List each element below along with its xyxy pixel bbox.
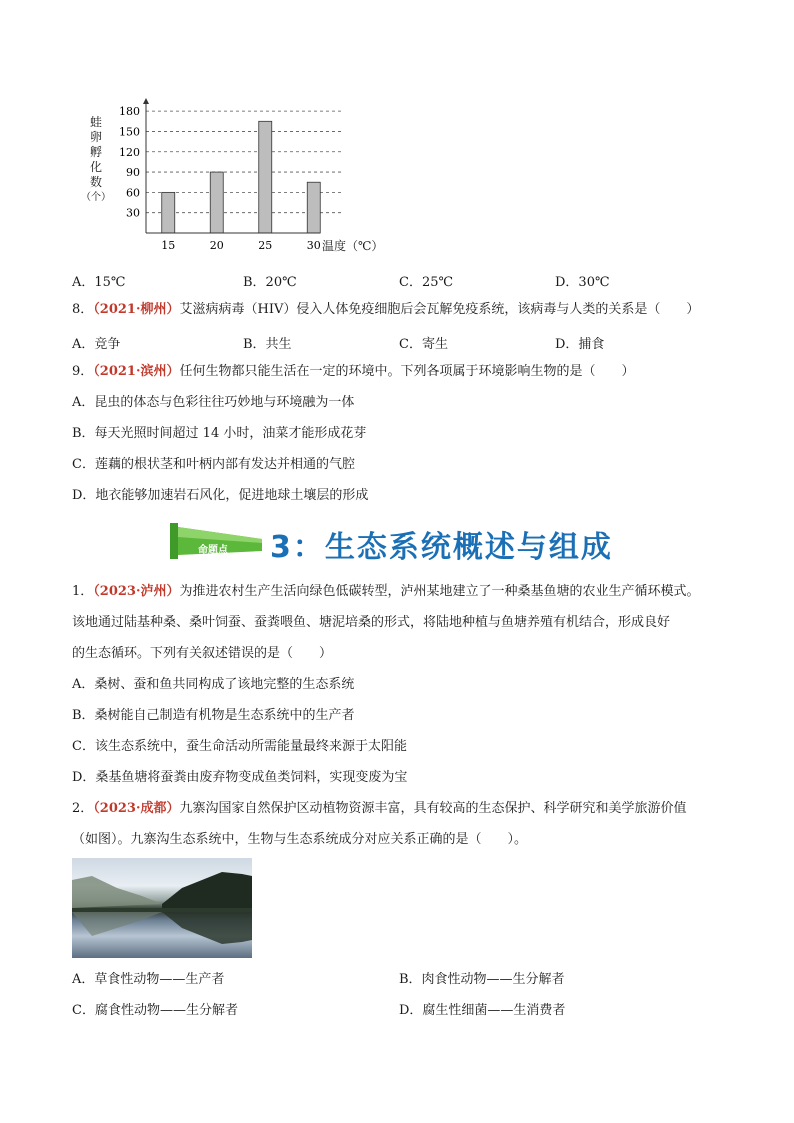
option-c: C．腐食性动物——生分解者 [72,1003,238,1018]
question-8 [72,302,699,318]
question-text: 任何生物都只能生活在一定的环境中。下列各项属于环境影响生物的是（ ） [179,364,635,379]
option-c: C．25℃ [399,275,454,290]
option-d: D．桑基鱼塘将蚕粪由废弃物变成鱼类饲料，实现变废为宝 [72,770,408,785]
question-source-tag: （2023·成都） [93,801,180,816]
lake-photo [72,858,252,958]
question-text: 为推进农村生产生活向绿色低碳转型，泸州某地建立了一种桑基鱼塘的农业生产循环模式。 [179,584,700,599]
option-a: A．昆虫的体态与色彩往往巧妙地与环境融为一体 [72,395,355,410]
y-tick-label: 180 [119,105,140,119]
y-axis-label-char: （个） [81,192,111,203]
bar-chart [70,95,410,260]
section-title: 3：生态系统概述与组成 [270,530,613,565]
option-b: B．共生 [243,337,292,352]
question-1-line-3: 的生态循环。下列有关叙述错误的是（ ） [72,646,333,661]
question-text: 九寨沟国家自然保护区动植物资源丰富，具有较高的生态保护、科学研究和美学旅游价值 [179,801,687,816]
option-c: C．寄生 [399,337,448,352]
y-tick-label: 150 [119,125,140,139]
y-tick-label: 60 [126,186,140,200]
option-a: A．草食性动物——生产者 [72,972,225,987]
y-axis-label-char: 蛙 [89,115,102,129]
question-number: 9． [72,364,94,379]
y-tick-label: 30 [126,206,140,220]
question-source-tag: （2021·柳州） [93,302,180,317]
question-1-line-2: 该地通过陆基种桑、桑叶饲蚕、蚕粪喂鱼、塘泥培桑的形式，将陆地种植与鱼塘养殖有机结合，形成良好 [72,615,671,630]
bar-20 [210,172,223,233]
option-d: D．地衣能够加速岩石风化，促进地球土壤层的形成 [72,488,369,503]
section-flag-icon [170,523,266,559]
question-text: 艾滋病病毒（HIV）侵入人体免疫细胞后会瓦解免疫系统，该病毒与人类的关系是（ ） [179,302,700,317]
x-tick-label: 20 [209,239,224,252]
option-b: B．肉食性动物——生分解者 [399,972,565,987]
option-b: B．每天光照时间超过 14 小时，油菜才能形成花芽 [72,426,367,441]
y-axis-label-char: 数 [89,175,102,189]
y-axis-label-char: 化 [89,160,102,174]
option-b: B．20℃ [243,275,297,290]
question-9 [72,364,635,380]
y-axis-label-char: 孵 [89,145,102,159]
chart-plot [70,95,410,260]
option-c: C．莲藕的根状茎和叶柄内部有发达并相通的气腔 [72,457,355,472]
question-number: 1． [72,584,94,599]
question-source-tag: （2021·滨州） [93,364,180,379]
y-tick-label: 120 [119,145,140,159]
question-2-line-1 [72,801,687,817]
section-flag-label: 命题点 [198,545,228,556]
option-d: D．捕食 [555,337,605,352]
y-axis-label-char: 卵 [89,130,102,144]
option-d: D．腐生性细菌——生消费者 [399,1003,566,1018]
x-tick-label: 25 [258,239,273,252]
bar-25 [259,121,272,233]
question-source-tag: （2023·泸州） [93,584,180,599]
y-tick-label: 90 [126,166,140,180]
question-number: 2． [72,801,94,816]
question-number: 8． [72,302,94,317]
option-d: D．30℃ [555,275,610,290]
x-tick-label: 15 [161,239,176,252]
question-1-line-1 [72,584,700,600]
option-c: C．该生态系统中，蚕生命活动所需能量最终来源于太阳能 [72,739,407,754]
x-tick-label: 30 [306,239,321,252]
option-a: A．15℃ [72,275,126,290]
option-a: A．竞争 [72,337,121,352]
bar-15 [162,192,175,233]
x-axis-label: 温度（℃） [322,239,384,253]
question-2-line-2: （如图）。九寨沟生态系统中，生物与生态系统成分对应关系正确的是（ ）。 [72,832,528,847]
option-a: A．桑树、蚕和鱼共同构成了该地完整的生态系统 [72,677,355,692]
bar-30 [307,182,320,233]
option-b: B．桑树能自己制造有机物是生态系统中的生产者 [72,708,355,723]
